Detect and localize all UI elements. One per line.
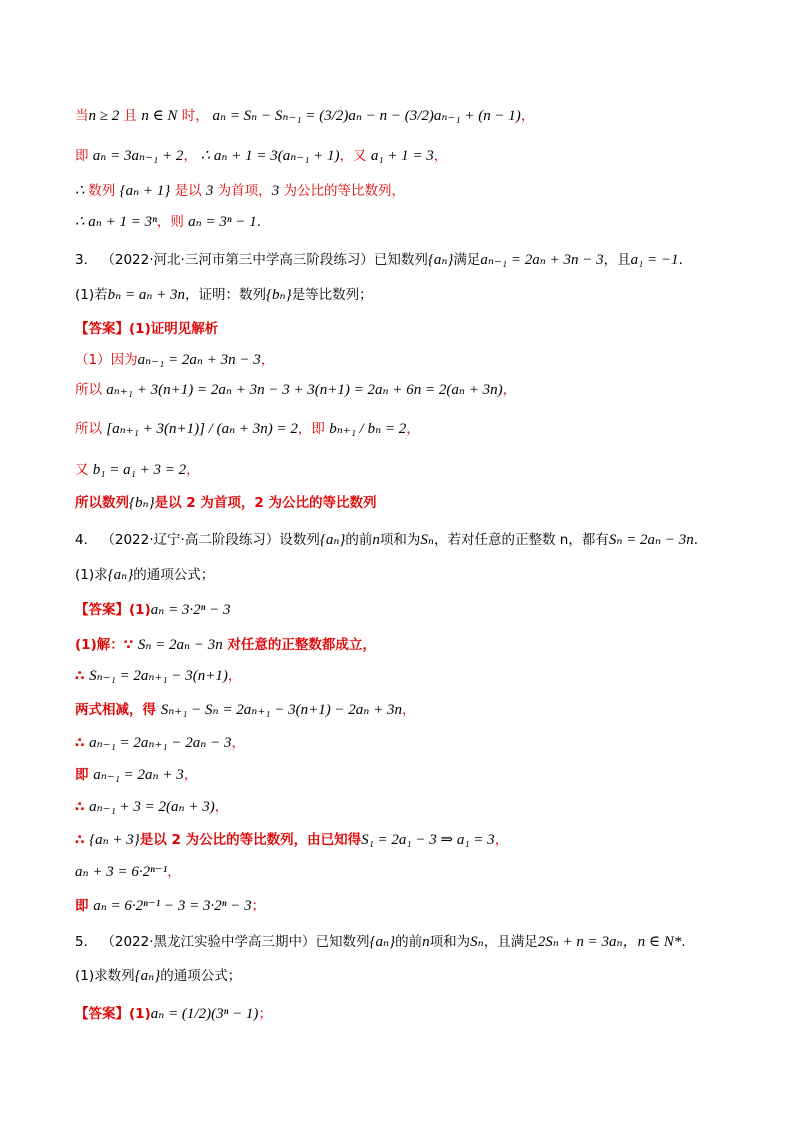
text-line	[75, 419, 420, 439]
text-segment: 的前	[395, 934, 423, 950]
math-expression: [aₙ₊₁ + 3(n+1)] / (aₙ + 3n) = 2	[106, 421, 298, 437]
text-segment: 数列	[88, 183, 120, 199]
text-segment: 的前	[345, 532, 373, 548]
text-segment: 即	[75, 148, 93, 164]
text-segment: ，	[494, 832, 509, 848]
math-expression: {aₙ}	[427, 252, 454, 268]
text-line	[75, 146, 447, 166]
text-line	[75, 862, 181, 882]
text-line	[75, 765, 197, 785]
text-segment: .	[681, 934, 686, 950]
text-segment: 3． （2022·河北·三河市第三中学高三阶段练习）已知数列	[75, 252, 428, 268]
math-expression: {bₙ}	[266, 287, 292, 303]
math-expression: aₙ₋₁ = 2aₙ + 3n − 3	[480, 252, 604, 268]
text-segment: 所以	[75, 421, 107, 437]
text-line	[75, 966, 241, 986]
text-segment: 是等比数列；	[291, 287, 373, 303]
text-line	[75, 797, 228, 817]
math-expression: n ∈ N	[141, 108, 178, 124]
math-expression: ∴ aₙ + 1 = 3ⁿ	[75, 214, 157, 230]
math-expression: aₙ = 6·2ⁿ⁻¹ − 3 = 3·2ⁿ − 3	[93, 898, 252, 914]
text-line	[75, 319, 218, 339]
math-expression: aₙ = (1/2)(3ⁿ − 1)	[150, 1006, 259, 1022]
text-segment: ，	[183, 767, 198, 783]
math-expression: {aₙ + 3}	[89, 832, 140, 848]
text-line	[75, 212, 261, 232]
text-segment: (1)求	[75, 567, 108, 583]
text-segment: ，且满足	[483, 934, 538, 950]
text-segment: ∴	[75, 668, 90, 684]
text-segment: ，	[186, 462, 200, 478]
math-expression: aₙ₋₁ + 3 = 2(aₙ + 3)	[89, 799, 215, 815]
text-segment: 5． （2022·黑龙江实验中学高三期中）已知数列	[75, 934, 370, 950]
math-expression: ∴ aₙ + 1 = 3(aₙ₋₁ + 1)	[196, 148, 340, 164]
text-segment: ，又	[339, 148, 371, 164]
text-segment: ，	[433, 148, 448, 164]
text-segment: ，	[260, 352, 275, 368]
text-segment: 时，	[177, 108, 209, 124]
text-segment: 4． （2022·辽宁·高二阶段练习）设数列	[75, 532, 320, 548]
text-segment: 【答案】(1)	[75, 602, 151, 618]
math-expression: {aₙ + 1}	[119, 183, 171, 199]
math-expression: Sₙ = 2aₙ − 3n	[137, 637, 223, 653]
math-expression: aₙ + 3 = 6·2ⁿ⁻¹	[75, 864, 168, 880]
math-expression: {bₙ}	[129, 495, 155, 511]
math-expression: {aₙ}	[107, 567, 134, 583]
text-segment: ，证明：数列	[185, 287, 267, 303]
text-line	[75, 493, 376, 513]
text-segment: 项和为	[429, 934, 471, 950]
text-segment: 且	[119, 108, 142, 124]
text-segment: 为公比的等比数列，	[279, 183, 405, 199]
text-segment: 是以 2 为公比的等比数列，由已知得	[139, 832, 362, 848]
text-line	[75, 530, 698, 550]
text-segment: 满足	[453, 252, 481, 268]
text-line	[75, 896, 265, 916]
text-segment: ；	[258, 1006, 272, 1022]
math-expression: n	[422, 934, 430, 950]
math-expression: n	[372, 532, 380, 548]
text-segment: 的通项公式；	[133, 567, 215, 583]
text-line	[75, 250, 683, 270]
math-expression: 3	[205, 183, 214, 199]
text-line	[75, 1004, 272, 1024]
text-segment: ∴	[75, 735, 90, 751]
math-expression: 2Sₙ + n = 3aₙ，n ∈ N*	[537, 934, 682, 950]
text-line	[75, 600, 231, 620]
math-expression: bₙ = aₙ + 3n	[107, 287, 186, 303]
text-segment: (1)解：∵	[75, 637, 138, 653]
text-segment: 对任意的正整数都成立，	[222, 637, 376, 653]
text-segment: .	[693, 532, 699, 548]
math-expression: aₙ = Sₙ − Sₙ₋₁ = (3/2)aₙ − n − (3/2)aₙ₋₁ + (n − 1)	[208, 108, 521, 124]
math-expression: b₁ = a₁ + 3 = 2	[92, 462, 187, 478]
text-segment: 当	[75, 108, 89, 124]
text-segment: ，	[231, 735, 245, 751]
math-expression: {aₙ}	[319, 532, 346, 548]
text-line	[75, 181, 405, 201]
text-segment: 是以 2 为首项，2 为公比的等比数列	[154, 495, 377, 511]
text-segment: 两式相减，得	[75, 702, 161, 718]
text-segment: 即	[75, 898, 94, 914]
text-segment: （1）因为	[75, 352, 138, 368]
text-segment: ，	[520, 108, 535, 124]
text-segment: ，	[214, 799, 229, 815]
text-segment: ，	[402, 702, 416, 718]
text-segment: ∴	[75, 832, 90, 848]
text-segment: (1)求数列	[75, 968, 135, 984]
text-segment: ，	[167, 864, 181, 880]
text-segment: 所以数列	[75, 495, 129, 511]
text-line	[75, 285, 373, 305]
text-segment: 是以	[170, 183, 206, 199]
text-segment: ，	[406, 421, 420, 437]
math-expression: aₙ = 3ⁿ − 1	[188, 214, 257, 230]
math-expression: Sₙ	[420, 532, 434, 548]
text-segment: 【答案】(1)	[75, 1006, 151, 1022]
text-segment: ，	[502, 382, 517, 398]
text-line	[75, 565, 214, 585]
math-expression: Sₙ₊₁ − Sₙ = 2aₙ₊₁ − 3(n+1) − 2aₙ + 3n	[160, 702, 403, 718]
text-line	[75, 666, 241, 686]
math-expression: aₙ₋₁ = 2aₙ₊₁ − 2aₙ − 3	[89, 735, 232, 751]
text-line	[75, 830, 508, 850]
math-expression: aₙ₊₁ + 3(n+1) = 2aₙ + 3n − 3 + 3(n+1) = 2aₙ + 6n = 2(aₙ + 3n)	[106, 382, 503, 398]
text-segment: 为首项，	[213, 183, 272, 199]
text-segment: 的通项公式；	[160, 968, 242, 984]
text-segment: ，即	[297, 421, 330, 437]
text-segment: (1)若	[75, 287, 108, 303]
math-expression: Sₙ	[470, 934, 484, 950]
math-expression: ∴	[75, 183, 89, 199]
text-segment: ∴	[75, 799, 90, 815]
math-expression: a₁ + 1 = 3	[370, 148, 434, 164]
text-segment: ，若对任意的正整数 n，都有	[434, 532, 609, 548]
text-segment: ，则	[156, 214, 189, 230]
text-segment: 即	[75, 767, 94, 783]
text-segment: ，	[227, 668, 242, 684]
text-segment: 所以	[75, 382, 107, 398]
text-line	[75, 460, 200, 480]
math-expression: Sₙ₋₁ = 2aₙ₊₁ − 3(n+1)	[89, 668, 228, 684]
math-expression: 3	[271, 183, 280, 199]
text-line	[75, 635, 376, 655]
text-segment: ，且	[603, 252, 631, 268]
text-line	[75, 932, 686, 952]
text-segment: 【答案】(1)证明见解析	[75, 321, 219, 337]
math-expression: S₁ = 2a₁ − 3 ⇒ a₁ = 3	[361, 832, 495, 848]
text-line	[75, 700, 416, 720]
math-expression: a₁ = −1	[630, 252, 679, 268]
math-expression: aₙ₋₁ = 2aₙ + 3	[93, 767, 184, 783]
text-line	[75, 733, 245, 753]
math-expression: aₙ = 3aₙ₋₁ + 2	[92, 148, 184, 164]
text-line	[75, 350, 274, 370]
text-segment: ，	[183, 148, 197, 164]
math-expression: {aₙ}	[369, 934, 396, 950]
text-segment: .	[256, 214, 261, 230]
math-expression: n ≥ 2	[88, 108, 120, 124]
text-line	[75, 106, 534, 126]
text-segment: .	[678, 252, 683, 268]
text-line	[75, 380, 516, 400]
math-expression: Sₙ = 2aₙ − 3n	[608, 532, 694, 548]
text-segment: 又	[75, 462, 93, 478]
math-expression: aₙ₋₁ = 2aₙ + 3n − 3	[137, 352, 261, 368]
math-expression: aₙ = 3·2ⁿ − 3	[150, 602, 231, 618]
text-segment: 项和为	[379, 532, 421, 548]
math-expression: bₙ₊₁ / bₙ = 2	[329, 421, 407, 437]
math-expression: {aₙ}	[134, 968, 161, 984]
text-segment: ；	[251, 898, 266, 914]
